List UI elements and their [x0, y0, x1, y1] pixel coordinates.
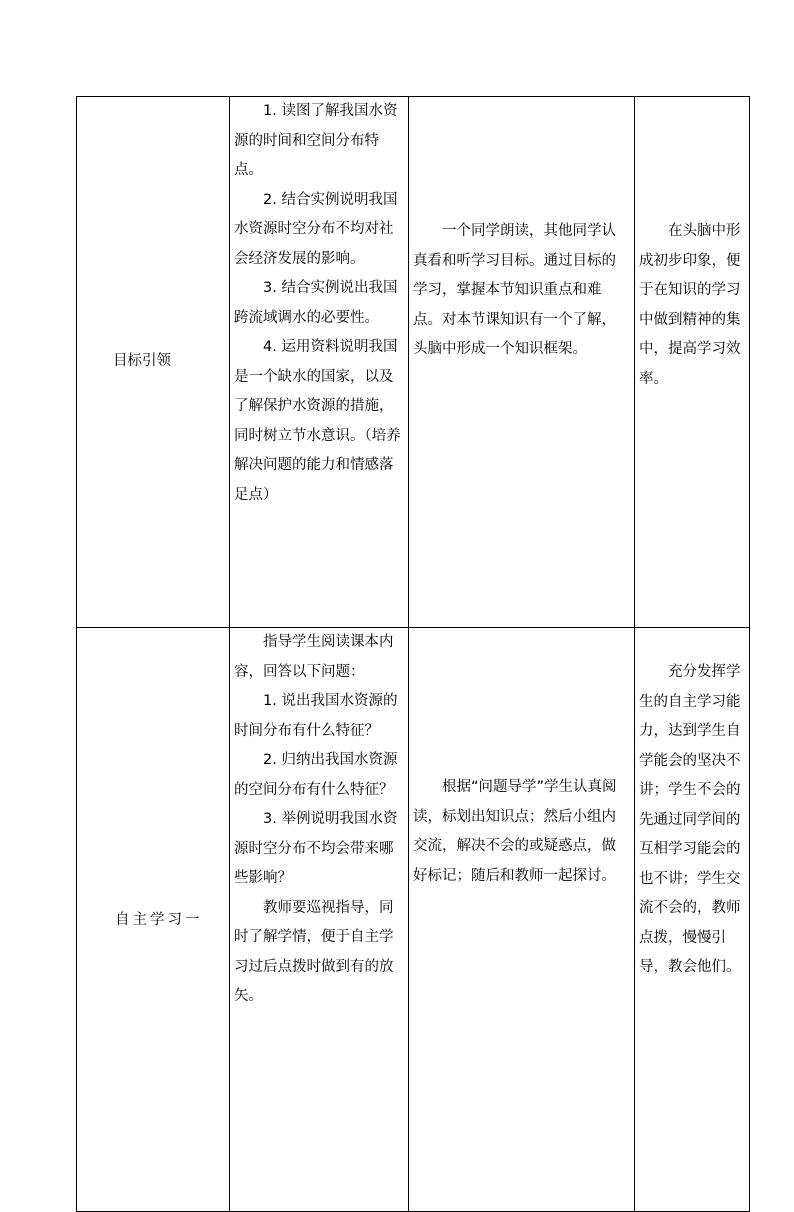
student-activity-text: 一个同学朗读，其他同学认真看和听学习目标。通过目标的学习，掌握本节知识重点和难点。对本节课知识有一个了解，头脑中形成一个知识框架。: [413, 223, 616, 357]
student-activity-cell: [409, 97, 635, 628]
student-activity-text: 根据“问题导学”学生认真阅读，标划出知识点；然后小组内交流，解决不会的或疑惑点，做好标记；随后和教师一起探讨。: [413, 779, 617, 884]
design-intent-cell: [635, 97, 750, 628]
objective-item: 2. 结合实例说明我国水资源时空分布不均对社会经济发展的影响。: [234, 191, 398, 267]
design-intent-text: 在头脑中形成初步印象，便于在知识的学习中做到精神的集中，提高学习效率。: [639, 223, 741, 387]
table-row: [77, 628, 750, 1212]
question-item: 3. 举例说明我国水资源时空分布不均会带来哪些影响？: [234, 811, 398, 886]
teacher-activity-cell: [230, 97, 409, 628]
objective-item: 4. 运用资料说明我国是一个缺水的国家，以及了解保护水资源的措施，同时树立节水意识。（培养解决问题的能力和情感落足点）: [234, 339, 401, 503]
question-item: 1. 说出我国水资源的时间分布有什么特征？: [234, 693, 398, 739]
stage-label: 自主学习一: [115, 911, 203, 928]
teacher-activity-cell: [230, 628, 409, 1212]
design-intent-text: 充分发挥学生的自主学习能力，达到学生自学能会的坚决不讲；学生不会的先通过同学间的互相学习能会的也不讲；学生交流不会的，教师点拨，慢慢引导，教会他们。: [639, 664, 741, 975]
question-item: 教师要巡视指导，同时了解学情，便于自主学习过后点拨时做到有的放矢。: [234, 899, 394, 1004]
lesson-plan-table: [76, 96, 750, 1212]
stage-cell: [77, 97, 230, 628]
question-item: 2. 归纳出我国水资源的空间分布有什么特征？: [234, 752, 398, 798]
objective-item: 3. 结合实例说出我国跨流域调水的必要性。: [234, 280, 398, 326]
objective-item: 1. 读图了解我国水资源的时间和空间分布特点。: [234, 103, 398, 178]
stage-label: 目标引领: [113, 353, 171, 370]
design-intent-cell: [635, 628, 750, 1212]
table-row: [77, 97, 750, 628]
question-item: 指导学生阅读课本内容，回答以下问题：: [234, 634, 394, 680]
student-activity-cell: [409, 628, 635, 1212]
stage-cell: [77, 628, 230, 1212]
